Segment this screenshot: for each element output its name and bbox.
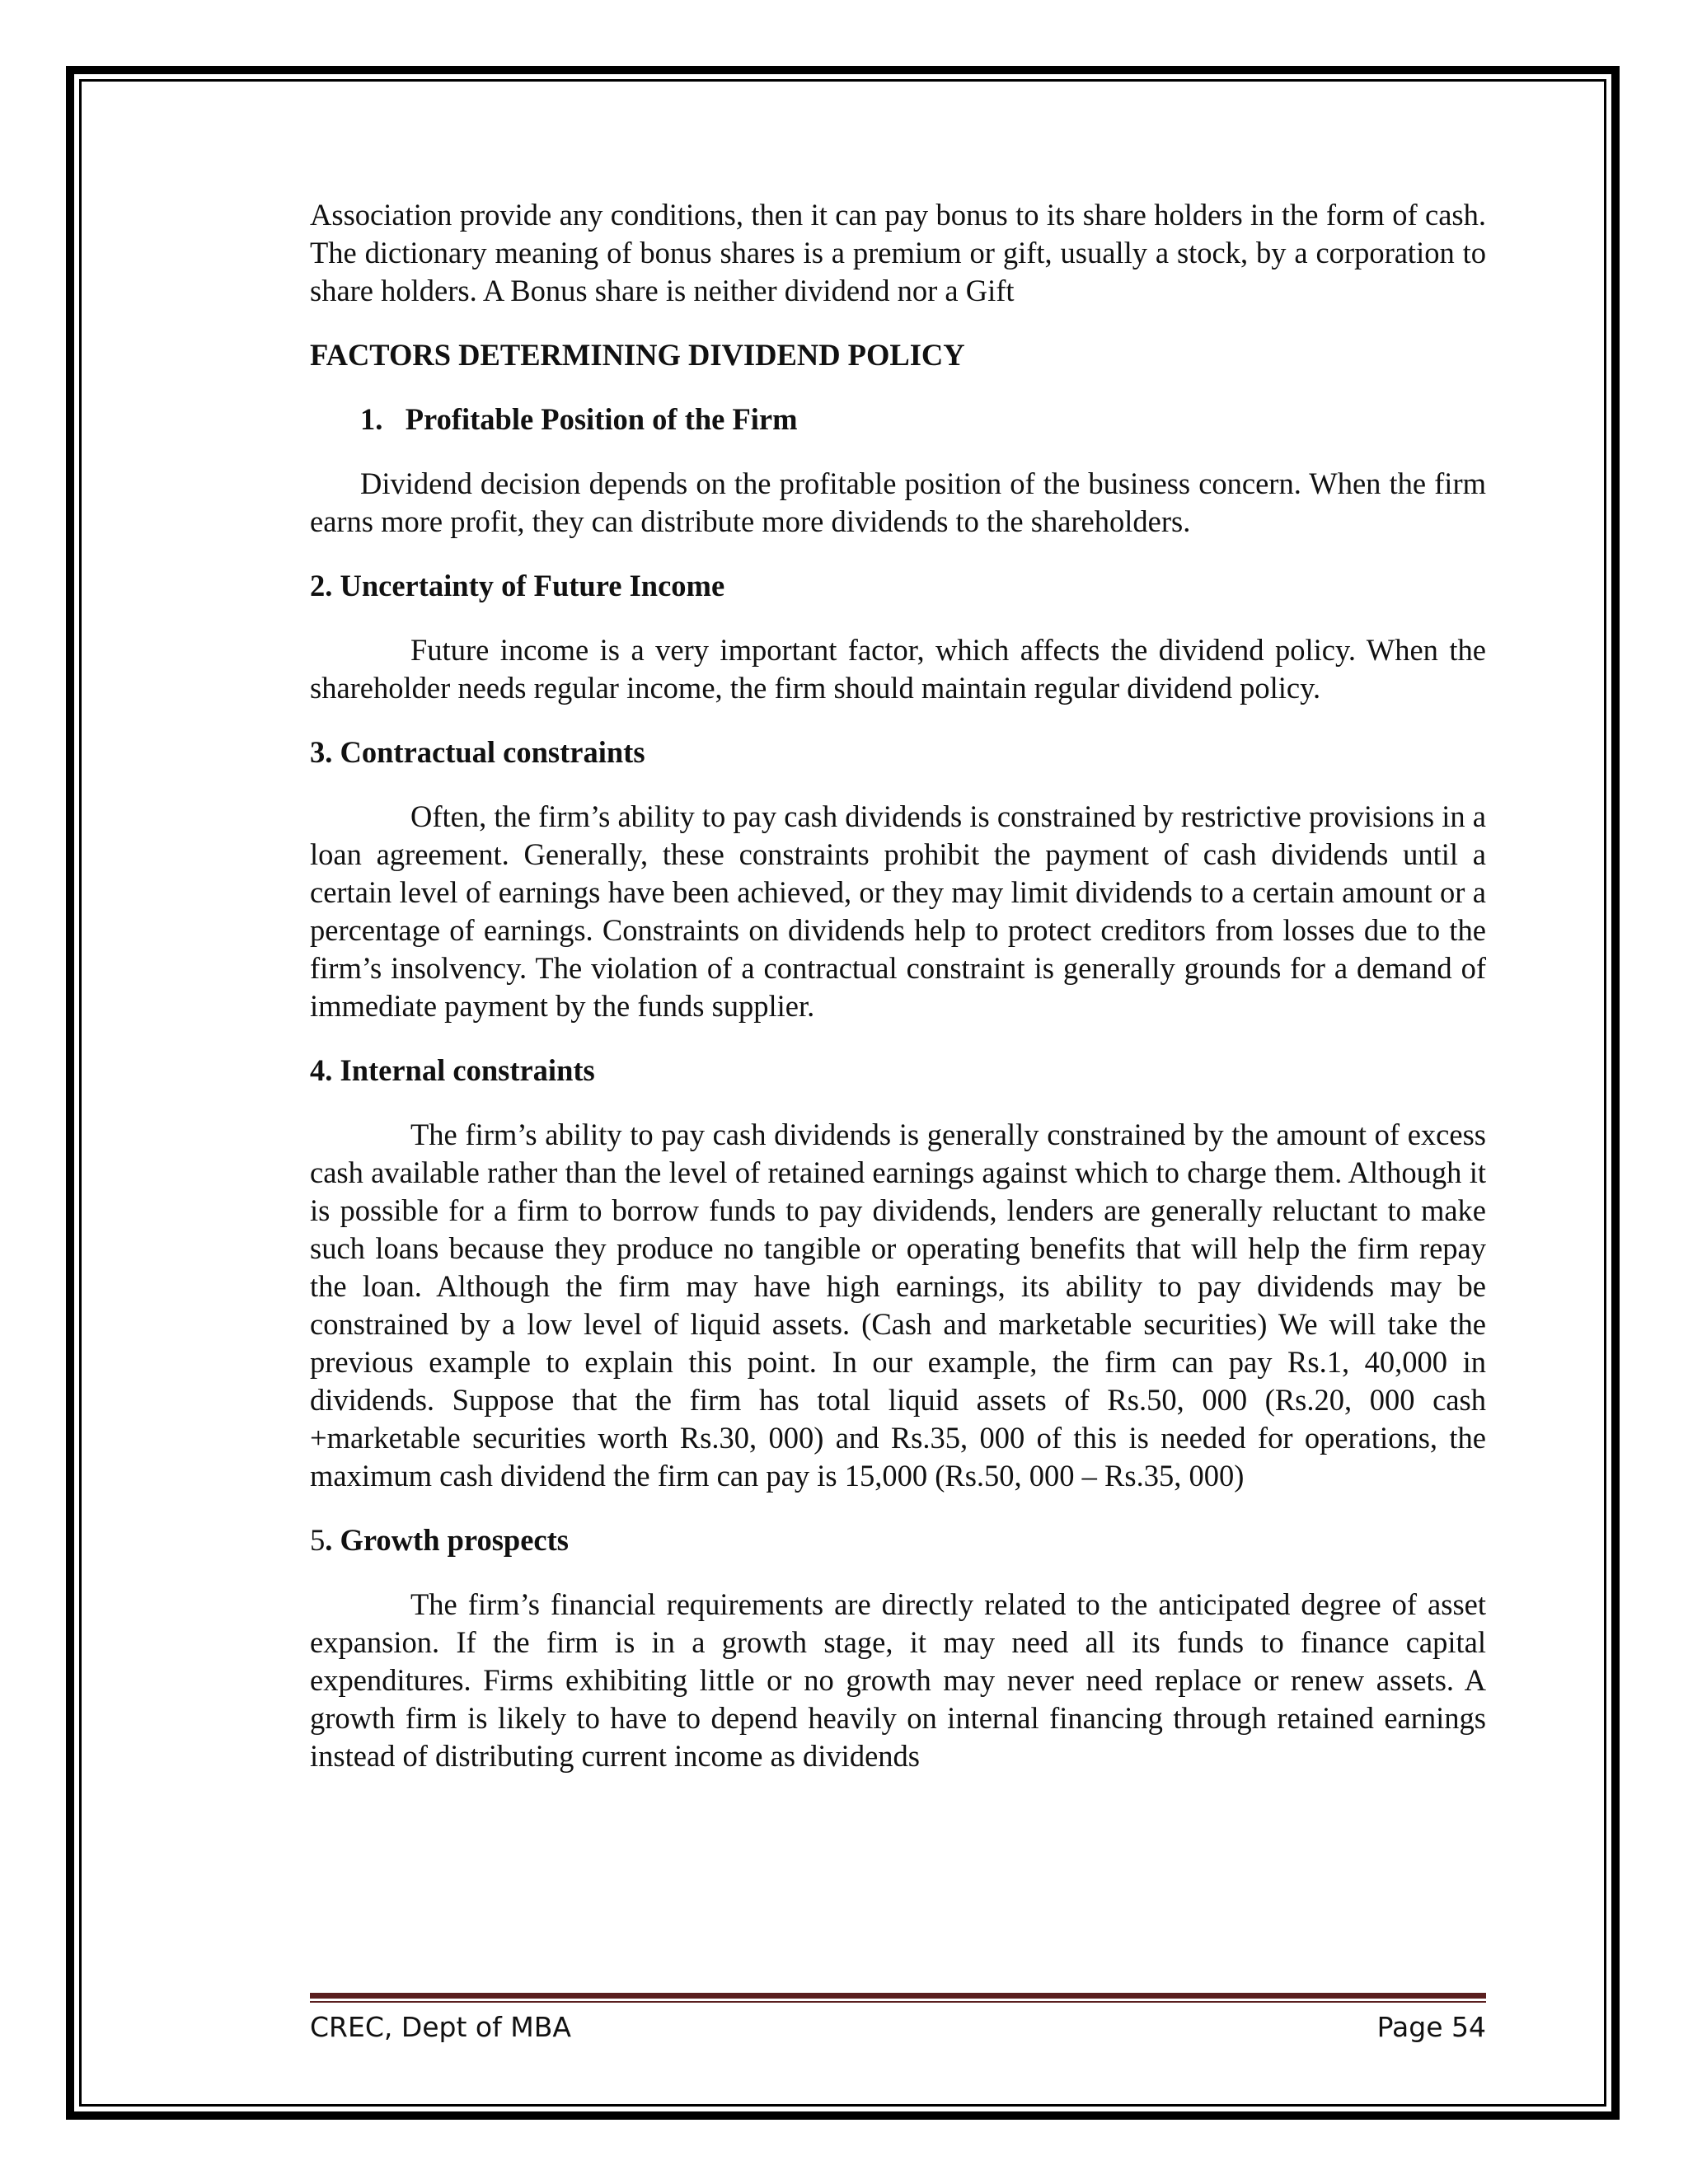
footer-department: CREC, Dept of MBA bbox=[310, 2011, 571, 2043]
heading-uncertainty: 2. Uncertainty of Future Income bbox=[310, 569, 725, 602]
section-title: FACTORS DETERMINING DIVIDEND POLICY bbox=[310, 338, 965, 372]
footer-rule-thick bbox=[310, 1993, 1486, 1999]
paragraph-growth: The firm’s financial requirements are directly related to the anticipated degree of asset expansion. If the firm is in a growth stage, it may need all its funds to finance capital expenditures. Firms exhibiting little or no growth may never need replace or renew assets. A growth firm is likely to have to depend heavily on internal financing through retained earnings instead of distributing current income as dividends bbox=[310, 1587, 1486, 1773]
paragraph-profitable-position: Dividend decision depends on the profitable position of the business concern. When the firm earns more profit, they can distribute more dividends to the shareholders. bbox=[310, 466, 1486, 538]
paragraph-contractual: Often, the firm’s ability to pay cash dividends is constrained by restrictive provisions in a loan agreement. Generally, these constraints prohibit the payment of cash dividends until a certain level of earnings have been achieved, or they may limit dividends to a certain amount or a percentage of earnings. Constraints on dividends help to protect creditors from losses due to the firm’s insolvency. The violation of a contractual constraint is generally grounds for a demand of immediate payment by the funds supplier. bbox=[310, 799, 1486, 1023]
heading-number: 1. bbox=[360, 402, 383, 436]
footer-rule-thin bbox=[310, 2001, 1486, 2003]
heading-growth-number: 5 bbox=[310, 1523, 326, 1557]
heading-text: Profitable Position of the Firm bbox=[405, 402, 798, 436]
paragraph-internal: The firm’s ability to pay cash dividends is generally constrained by the amount of excess cash available rather than the level of retained earnings against which to charge them. Although it is possible for a firm to borrow funds to pay dividends, lenders are generally reluctant to make such loans because they produce no tangible or operating benefits that will help the firm repay the loan. Although the firm may have high earnings, its ability to pay dividends may be constrained by a low level of liquid assets. (Cash and marketable securities) We will take the previous example to explain this point. In our example, the firm can pay Rs.1, 40,000 in dividends. Suppose that the firm has total liquid assets of Rs.50, 000 (Rs.20, 000 cash +marketable securities worth Rs.30, 000) and Rs.35, 000 of this is needed for operations, the maximum cash dividend the firm can pay is 15,000 (Rs.50, 000 – Rs.35, 000) bbox=[310, 1118, 1486, 1493]
heading-growth-text: . Growth prospects bbox=[325, 1523, 569, 1557]
footer-page-number: Page 54 bbox=[1376, 2011, 1486, 2043]
page-footer bbox=[310, 2011, 1486, 2043]
intro-paragraph: Association provide any conditions, then it can pay bonus to its share holders in the form of cash. The dictionary meaning of bonus shares is a premium or gift, usually a stock, by a corporation to share holders. A Bonus share is neither dividend nor a Gift bbox=[310, 198, 1486, 307]
paragraph-uncertainty: Future income is a very important factor, which affects the dividend policy. When the shareholder needs regular income, the firm should maintain regular dividend policy. bbox=[310, 633, 1486, 705]
heading-internal: 4. Internal constraints bbox=[310, 1053, 595, 1087]
heading-growth bbox=[310, 1521, 1486, 1559]
page-content bbox=[310, 196, 1486, 1802]
heading-contractual: 3. Contractual constraints bbox=[310, 735, 645, 769]
heading-profitable-position bbox=[310, 401, 1486, 438]
footer-rule bbox=[310, 1993, 1486, 2003]
